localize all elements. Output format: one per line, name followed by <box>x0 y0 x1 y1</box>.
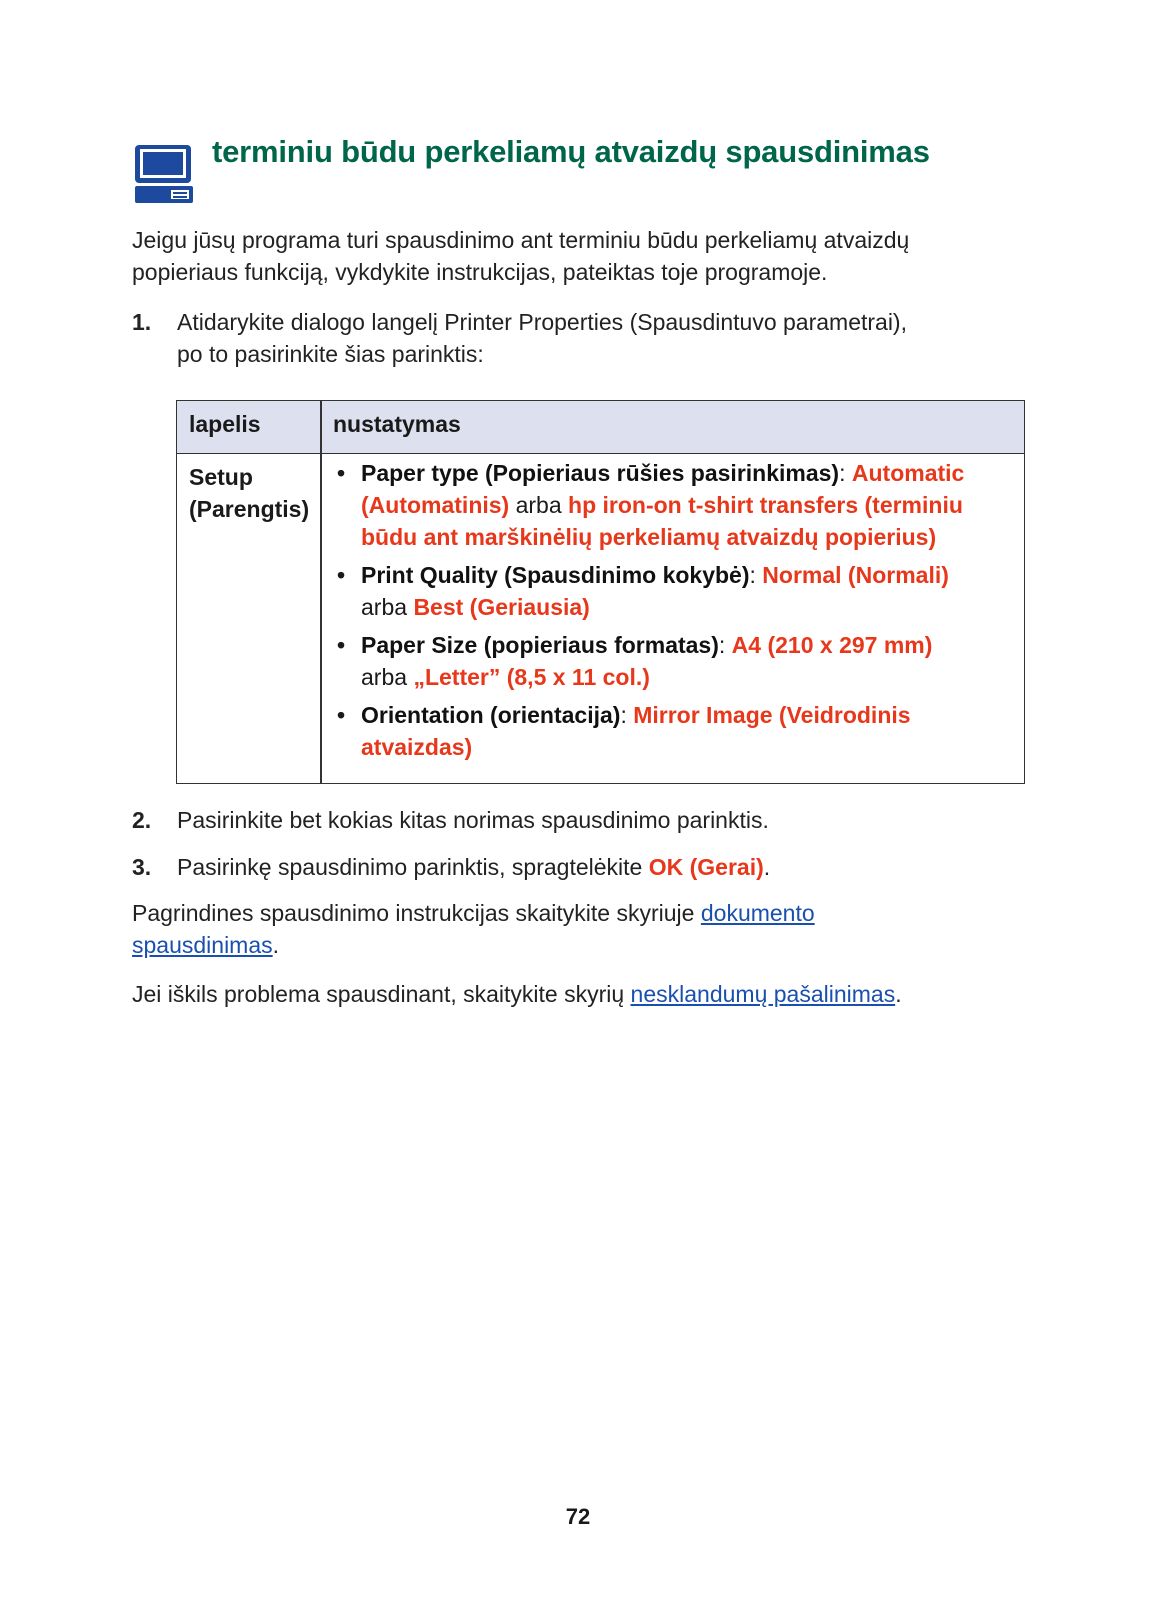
option-value: Best (Geriausia) <box>413 594 590 620</box>
option-label: Paper type (Popieriaus rūšies pasirinkimas) <box>361 460 840 486</box>
option-sep: : <box>620 702 634 728</box>
tab-name-line-1: Setup <box>189 464 253 490</box>
basic-text: Pagrindines spausdinimo instrukcijas skaitykite skyriuje <box>132 900 701 926</box>
computer-icon <box>133 143 195 205</box>
link-document-printing[interactable]: dokumento <box>700 900 815 926</box>
option-value: (Automatinis) <box>361 492 510 518</box>
option-value: hp iron-on t-shirt transfers (terminiu <box>568 492 963 518</box>
tab-name-cell <box>189 461 309 525</box>
option-sep: : <box>839 460 852 486</box>
option-value: Mirror Image (Veidrodinis <box>633 702 911 728</box>
table-header-row <box>177 401 1024 454</box>
step-1-line-1: Atidarykite dialogo langelį Printer Properties (Spausdintuvo parametrai), <box>177 309 907 335</box>
intro-line-1: Jeigu jūsų programa turi spausdinimo ant terminiu būdu perkeliamų atvaizdų <box>132 227 910 253</box>
option-or: arba <box>361 664 414 690</box>
table-column-divider <box>320 401 322 783</box>
option-value: būdu ant marškinėlių perkeliamų atvaizdų popierius) <box>361 524 937 550</box>
step-3-end: . <box>763 854 771 880</box>
step-number: 2. <box>132 807 152 833</box>
step-1-line-2: po to pasirinkite šias parinktis: <box>177 341 484 367</box>
page-title: terminiu būdu perkeliamų atvaizdų spausdinimas <box>212 134 930 169</box>
step-text <box>177 851 770 883</box>
problem-end: . <box>895 981 902 1007</box>
tab-name-line-2: (Parengtis) <box>189 496 310 522</box>
intro-line-2: popieriaus funkciją, vykdykite instrukcijas, pateiktas toje programoje. <box>132 259 828 285</box>
bullet: • <box>337 460 346 486</box>
basic-instructions-paragraph <box>132 897 815 961</box>
problem-text: Jei iškils problema spausdinant, skaitykite skyrių <box>132 981 631 1007</box>
settings-table <box>176 400 1025 784</box>
step-3-text: Pasirinkę spausdinimo parinktis, spragtelėkite <box>177 854 649 880</box>
option-or: arba <box>509 492 569 518</box>
step-text <box>177 306 907 370</box>
step-number: 1. <box>132 309 152 335</box>
option-value: Normal (Normali) <box>762 562 949 588</box>
option-label: Orientation (orientacija) <box>361 702 621 728</box>
page-number: 72 <box>565 1504 591 1529</box>
link-document-printing-cont[interactable]: spausdinimas <box>132 932 273 958</box>
option-value: „Letter” (8,5 x 11 col.) <box>413 664 650 690</box>
option-sep: : <box>718 632 732 658</box>
option-value: Automatic <box>851 460 965 486</box>
option-value: A4 (210 x 297 mm) <box>731 632 933 658</box>
step-text: Pasirinkite bet kokias kitas norimas spausdinimo parinktis. <box>177 807 769 833</box>
option-value: atvaizdas) <box>361 734 473 760</box>
bullet: • <box>337 632 346 658</box>
bullet: • <box>337 702 346 728</box>
step-number: 3. <box>132 854 152 880</box>
link-troubleshooting[interactable]: nesklandumų pašalinimas <box>630 981 896 1007</box>
option-sep: : <box>749 562 763 588</box>
bullet: • <box>337 562 346 588</box>
header-setting: nustatymas <box>333 411 461 437</box>
troubleshooting-paragraph <box>132 978 902 1010</box>
ok-button-label: OK (Gerai) <box>648 854 764 880</box>
option-or: arba <box>361 594 414 620</box>
option-label: Print Quality (Spausdinimo kokybė) <box>361 562 750 588</box>
header-tab: lapelis <box>189 411 261 437</box>
basic-end: . <box>272 932 280 958</box>
option-label: Paper Size (popieriaus formatas) <box>361 632 719 658</box>
intro-paragraph <box>132 224 909 288</box>
